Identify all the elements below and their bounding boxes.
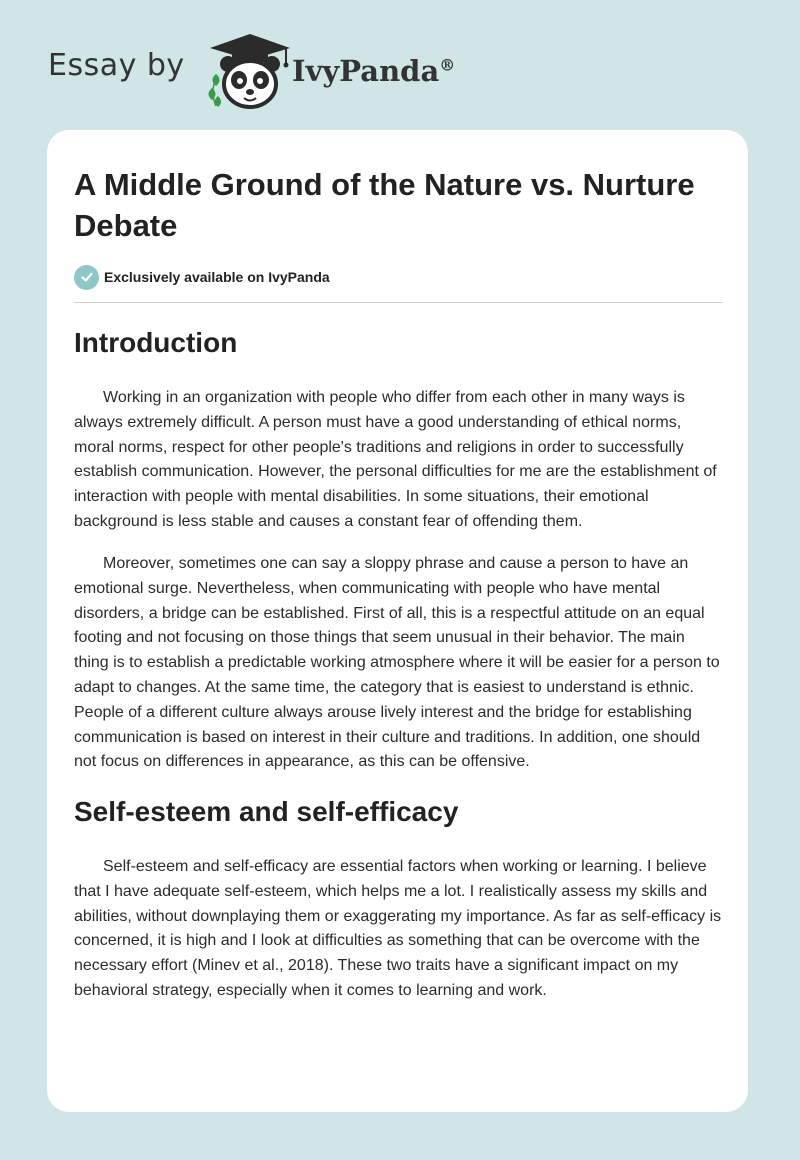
section-heading-introduction: Introduction	[74, 327, 238, 358]
badge-text: Exclusively available on IvyPanda	[104, 269, 330, 285]
paragraph-introduction-2: Moreover, sometimes one can say a sloppy phrase and cause a person to have an emotional surge. Nevertheless, when communicating with people who have mental disorders, a bridge can be established. First of all, this is a respectful attitude on an equal footing and not focusing on those things that seem unusual in their behavior. The main thing is to establish a predictable working atmosphere where it will be easier for a person to adapt to changes. At the same time, the category that is easiest to understand is ethnic. People of a different culture always arouse lively interest and the bridge for establishing communication is based on interest in their culture and traditions. In addition, one should not focus on differences in appearance, as this can be offensive.	[74, 555, 720, 771]
essay-card	[47, 130, 748, 1112]
ivypanda-logo-icon[interactable]	[202, 30, 292, 110]
brand-name[interactable]: IvyPanda®	[292, 54, 456, 88]
checkmark-icon	[74, 265, 99, 290]
exclusive-badge	[74, 264, 330, 290]
essay-by-label: Essay by	[48, 48, 185, 83]
site-header	[48, 28, 548, 112]
registered-mark: ®	[439, 55, 456, 75]
paragraph-introduction-1: Working in an organization with people who differ from each other in many ways is always extremely difficult. A person must have a good understanding of ethical norms, moral norms, respect for other people's traditions and religions in order to successfully establish communication. However, the personal difficulties for me are the establishment of interaction with people with mental disabilities. In some situations, their emotional background is less stable and causes a constant fear of offending them.	[74, 389, 717, 530]
divider	[74, 302, 723, 303]
page-title: A Middle Ground of the Nature vs. Nurture Debate	[74, 167, 695, 243]
paragraph-self-esteem-1: Self-esteem and self-efficacy are essential factors when working or learning. I believe that I have adequate self-esteem, which helps me a lot. I realistically assess my skills and abilities, without downplaying them or exaggerating my importance. As far as self-efficacy is concerned, it is high and I look at difficulties as something that can be overcome with the necessary effort (Minev et al., 2018). These two traits have a significant impact on my behavioral strategy, especially when it comes to learning and work.	[74, 858, 722, 999]
section-heading-self-esteem: Self-esteem and self-efficacy	[74, 796, 459, 827]
